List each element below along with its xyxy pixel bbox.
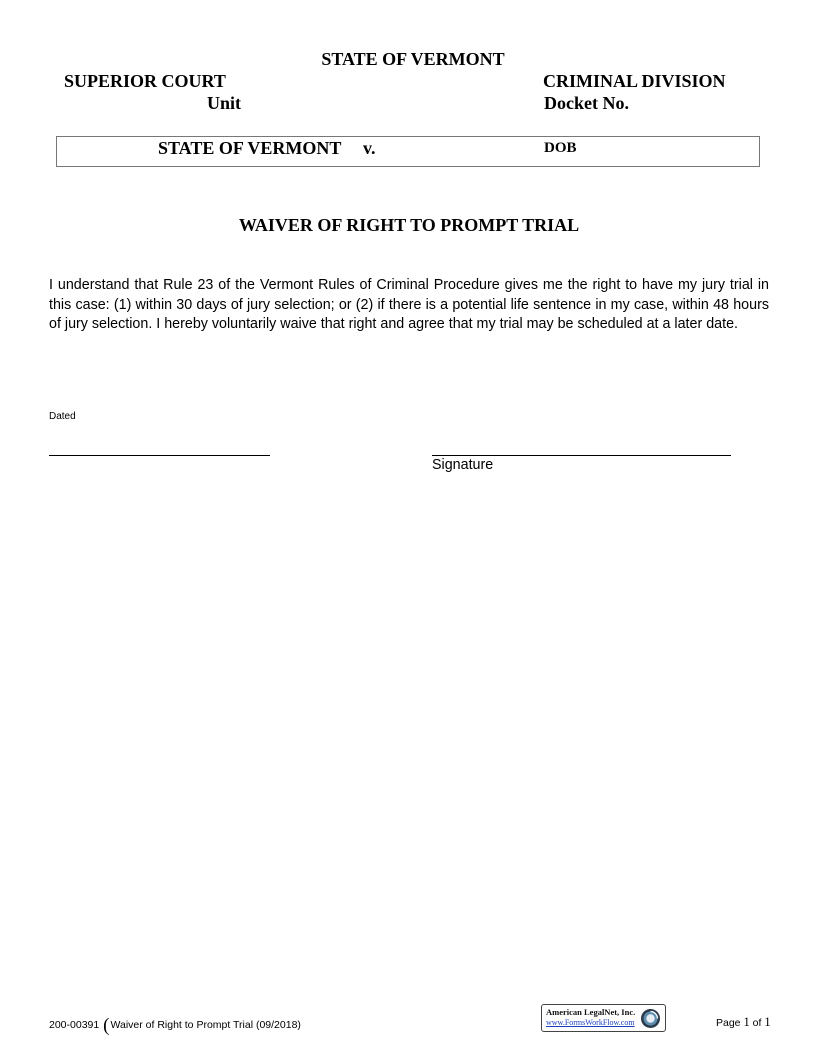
unit-label: Unit — [207, 93, 242, 113]
state-title: STATE OF VERMONT — [321, 49, 505, 69]
caption-versus: v. — [363, 138, 376, 158]
page-indicator — [716, 1015, 771, 1030]
waiver-statement: I understand that Rule 23 of the Vermont Rules of Criminal Procedure gives me the right to have my jury trial in this case: (1) within 30 days of jury selection; or (2) if there is a potential life sentence in my case, within 48 hours of jury selection. I hereby voluntarily waive that right and agree that my trial may be scheduled at a later date. — [49, 277, 769, 332]
signature-label: Signature — [432, 457, 494, 473]
dated-label: Dated — [49, 411, 76, 422]
dob-label: DOB — [544, 140, 577, 156]
form-title: Waiver of Right to Prompt Trial (09/2018) — [110, 1019, 301, 1031]
caption-party: STATE OF VERMONT — [158, 138, 342, 158]
page-label: Page — [716, 1017, 741, 1029]
footer-form-info — [49, 1015, 301, 1037]
legalnet-logo[interactable] — [541, 1004, 666, 1032]
page-total: 1 — [764, 1015, 771, 1029]
signature-line — [432, 455, 731, 456]
of-label: of — [752, 1017, 762, 1029]
form-number: 200-00391 — [49, 1019, 100, 1031]
page-number: 1 — [743, 1015, 750, 1029]
date-line — [49, 455, 270, 456]
logo-url[interactable]: www.FormsWorkFlow.com — [546, 1018, 635, 1027]
footer-paren: ( — [103, 1015, 110, 1036]
document-title: WAIVER OF RIGHT TO PROMPT TRIAL — [238, 215, 580, 235]
court-name: SUPERIOR COURT — [64, 71, 226, 91]
division-name: CRIMINAL DIVISION — [543, 71, 726, 91]
globe-icon — [640, 1008, 661, 1029]
docket-label: Docket No. — [544, 93, 629, 113]
logo-company: American LegalNet, Inc. — [546, 1007, 636, 1017]
